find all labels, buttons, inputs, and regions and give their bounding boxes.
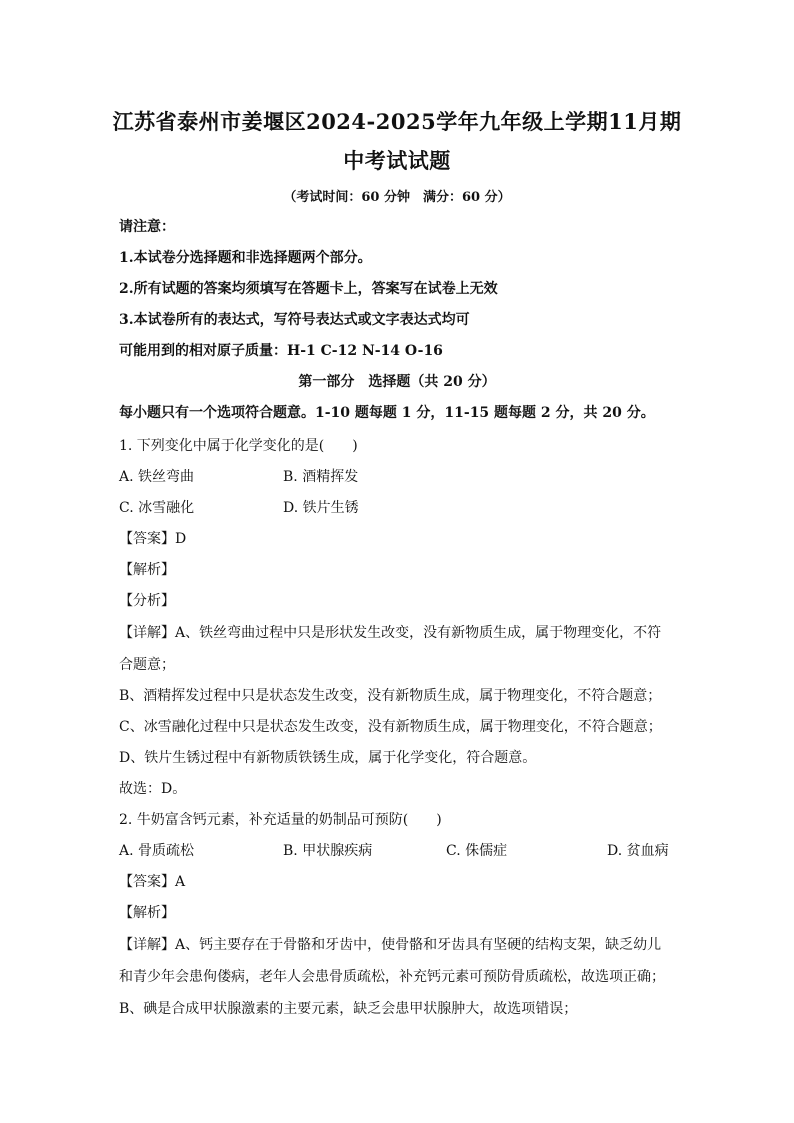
question-2-detail-b: B、碘是合成甲状腺激素的主要元素，缺乏会患甲状腺肿大，故选项错误； [119, 1001, 578, 1017]
question-1-detail-c: C、冰雪融化过程中只是状态发生改变，没有新物质生成，属于物理变化，不符合题意； [119, 719, 662, 735]
question-1-analysis: 【解析】 [119, 562, 175, 578]
page-title-continued: 中考试试题 [343, 148, 451, 173]
question-1-choice: 故选：D。 [119, 781, 187, 797]
exam-info: （考试时间：60 分钟 满分：60 分） [283, 190, 511, 205]
page-title: 江苏省泰州市姜堰区2024-2025学年九年级上学期11月期 [112, 109, 682, 134]
question-2-option-a: A. 骨质疏松 [119, 843, 195, 859]
question-2-option-b: B. 甲状腺疾病 [283, 843, 373, 859]
question-2-detail-a: 【详解】A、钙主要存在于骨骼和牙齿中，使骨骼和牙齿具有坚硬的结构支架，缺乏幼儿 [119, 937, 662, 953]
question-2-option-c: C. 侏儒症 [446, 843, 508, 859]
question-1-option-b: B. 酒精挥发 [283, 469, 359, 485]
question-1-option-c: C. 冰雪融化 [119, 500, 195, 516]
question-1-answer: 【答案】D [119, 531, 187, 547]
question-1-detail-b: B、酒精挥发过程中只是状态发生改变，没有新物质生成，属于物理变化，不符合题意； [119, 688, 662, 704]
question-2-stem: 2. 牛奶富含钙元素，补充适量的奶制品可预防( ) [119, 812, 442, 828]
question-2-answer: 【答案】A [119, 874, 186, 890]
question-1-fenxi: 【分析】 [119, 593, 175, 609]
notice-item-1: 1.本试卷分选择题和非选择题两个部分。 [119, 250, 372, 266]
question-1-stem: 1. 下列变化中属于化学变化的是( ) [119, 438, 358, 454]
notice-label: 请注意： [119, 219, 175, 235]
question-2-analysis: 【解析】 [119, 905, 175, 921]
question-1-option-d: D. 铁片生锈 [283, 500, 359, 516]
notice-item-3: 3.本试卷所有的表达式，写符号表达式或文字表达式均可 [119, 312, 470, 328]
question-1-option-a: A. 铁丝弯曲 [119, 469, 195, 485]
question-1-detail-a-cont: 合题意； [119, 657, 175, 673]
atomic-mass-note: 可能用到的相对原子质量：H-1 C-12 N-14 O-16 [119, 343, 443, 359]
section-heading: 第一部分 选择题（共 20 分） [298, 374, 496, 390]
question-1-detail-a: 【详解】A、铁丝弯曲过程中只是形状发生改变，没有新物质生成，属于物理变化，不符 [119, 625, 662, 641]
question-1-detail-d: D、铁片生锈过程中有新物质铁锈生成，属于化学变化，符合题意。 [119, 750, 537, 766]
question-2-detail-a-cont: 和青少年会患佝偻病，老年人会患骨质疏松，补充钙元素可预防骨质疏松，故选项正确； [119, 969, 665, 985]
section-instruction: 每小题只有一个选项符合题意。1-10 题每题 1 分，11-15 题每题 2 分，共 20 分。 [119, 405, 655, 421]
notice-item-2: 2.所有试题的答案均须填写在答题卡上，答案写在试卷上无效 [119, 281, 498, 297]
question-2-option-d: D. 贫血病 [607, 843, 669, 859]
